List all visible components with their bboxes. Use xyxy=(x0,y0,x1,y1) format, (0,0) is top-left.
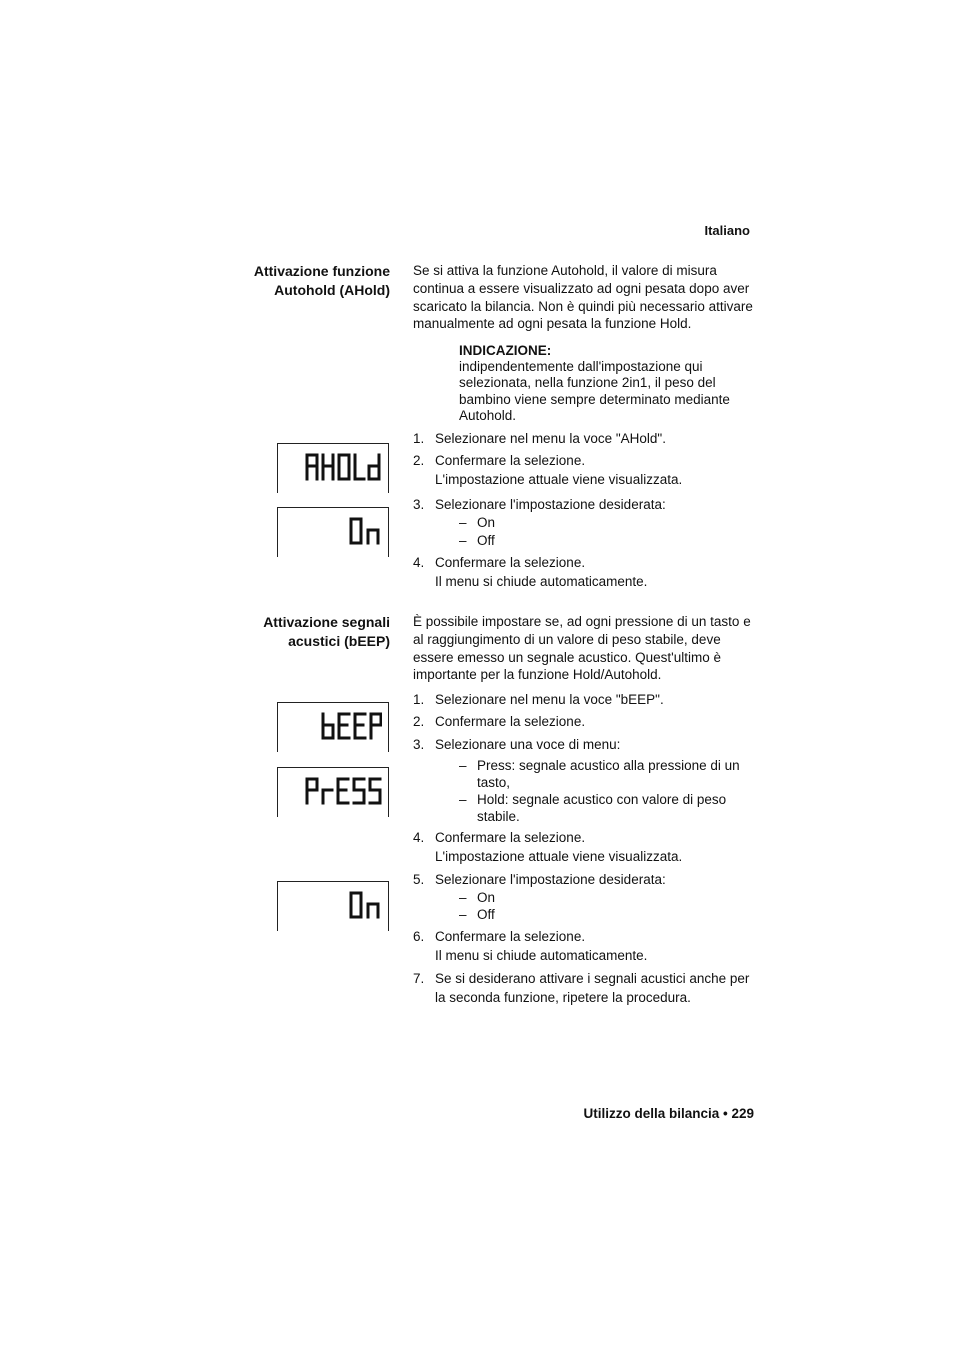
lcd-text-ahold xyxy=(304,451,382,481)
step-text: Selezionare una voce di menu: xyxy=(435,737,621,752)
step-result: Il menu si chiude automaticamente. xyxy=(435,948,648,963)
step-result: Il menu si chiude automaticamente. xyxy=(435,574,648,589)
step-number: 3. xyxy=(413,497,425,512)
option-item: – On xyxy=(459,890,496,905)
heading-line: acustici (bEEP) xyxy=(288,633,390,649)
section-heading-autohold xyxy=(254,262,390,300)
option-label: Off xyxy=(477,907,495,922)
step-number: 5. xyxy=(413,872,425,887)
note-text: indipendentemente dall'impostazione qui selezionata, nella funzione 2in1, il peso del bambino viene sempre determinato mediante Autohold. xyxy=(459,359,730,423)
lcd-display-press xyxy=(277,767,389,817)
lcd-display-on xyxy=(277,507,389,557)
step-item xyxy=(413,735,758,754)
step-number: 4. xyxy=(413,830,425,845)
menu-item: – Hold: segnale acustico con valore di peso stabile. xyxy=(459,792,759,825)
step-text: Se si desiderano attivare i segnali acustici anche per la seconda funzione, ripetere la procedura. xyxy=(435,971,750,1005)
step-text: Selezionare l'impostazione desiderata: xyxy=(435,872,666,887)
step-text: Selezionare l'impostazione desiderata: xyxy=(435,497,666,512)
step-number: 7. xyxy=(413,971,425,986)
heading-line: Attivazione segnali xyxy=(263,614,390,630)
step-number: 3. xyxy=(413,737,425,752)
step-item xyxy=(413,553,758,591)
language-label: Italiano xyxy=(704,223,750,238)
option-label: On xyxy=(477,515,496,530)
lcd-display-beep xyxy=(277,702,389,752)
option-label: On xyxy=(477,890,496,905)
step-item xyxy=(413,429,758,448)
lcd-text-on xyxy=(348,889,382,919)
step-item xyxy=(413,451,758,489)
note-title: INDICAZIONE: xyxy=(459,343,552,358)
step-item xyxy=(413,870,758,889)
option-item: – Off xyxy=(459,907,495,922)
option-label: Off xyxy=(477,533,495,548)
step-text: Selezionare nel menu la voce "bEEP". xyxy=(435,692,664,707)
step-item xyxy=(413,969,758,1007)
step-item xyxy=(413,828,758,866)
menu-item-text: Press: segnale acustico alla pressione di un tasto, xyxy=(477,758,740,790)
note-box xyxy=(459,343,759,424)
step-text: Confermare la selezione. xyxy=(435,929,586,944)
step-result: L'impostazione attuale viene visualizzata. xyxy=(435,849,683,864)
step-text: Confermare la selezione. xyxy=(435,714,586,729)
step-number: 2. xyxy=(413,714,425,729)
step-number: 1. xyxy=(413,692,425,707)
lcd-text-on xyxy=(348,515,382,545)
step-item xyxy=(413,927,758,965)
step-number: 6. xyxy=(413,929,425,944)
lcd-text-beep xyxy=(320,710,382,740)
page-footer: Utilizzo della bilancia • 229 xyxy=(583,1106,754,1121)
step-text: Confermare la selezione. xyxy=(435,830,586,845)
lcd-text-press xyxy=(304,775,382,805)
lcd-display-on-2 xyxy=(277,881,389,931)
heading-line: Attivazione funzione xyxy=(253,263,390,279)
menu-item: – Press: segnale acustico alla pressione di un tasto, xyxy=(459,758,759,791)
step-number: 2. xyxy=(413,453,425,468)
heading-line: Autohold (AHold) xyxy=(274,282,390,298)
option-item: – On xyxy=(459,515,496,530)
step-number: 4. xyxy=(413,555,425,570)
step-item xyxy=(413,495,758,514)
step-item xyxy=(413,712,758,731)
step-text: Selezionare nel menu la voce "AHold". xyxy=(435,431,666,446)
option-item: – Off xyxy=(459,533,495,548)
menu-item-text: Hold: segnale acustico con valore di peso stabile. xyxy=(477,792,727,824)
autohold-intro: Se si attiva la funzione Autohold, il valore di misura continua a essere visualizzato ad ogni pesata dopo aver scaricato la bilancia. Non è quindi più necessario attivare manualmente ad ogni pesata la funzione Hold. xyxy=(413,263,753,332)
section-heading-beep xyxy=(263,613,390,651)
beep-intro: È possibile impostare se, ad ogni pressione di un tasto e al raggiungimento di un valore di peso stabile, deve essere emesso un segnale acustico. Quest'ultimo è importante per la funzione Hold/Autohold. xyxy=(413,614,751,683)
lcd-display-ahold xyxy=(277,443,389,493)
step-number: 1. xyxy=(413,431,425,446)
step-item xyxy=(413,690,758,709)
step-result: L'impostazione attuale viene visualizzata. xyxy=(435,472,683,487)
step-text: Confermare la selezione. xyxy=(435,453,586,468)
step-text: Confermare la selezione. xyxy=(435,555,586,570)
